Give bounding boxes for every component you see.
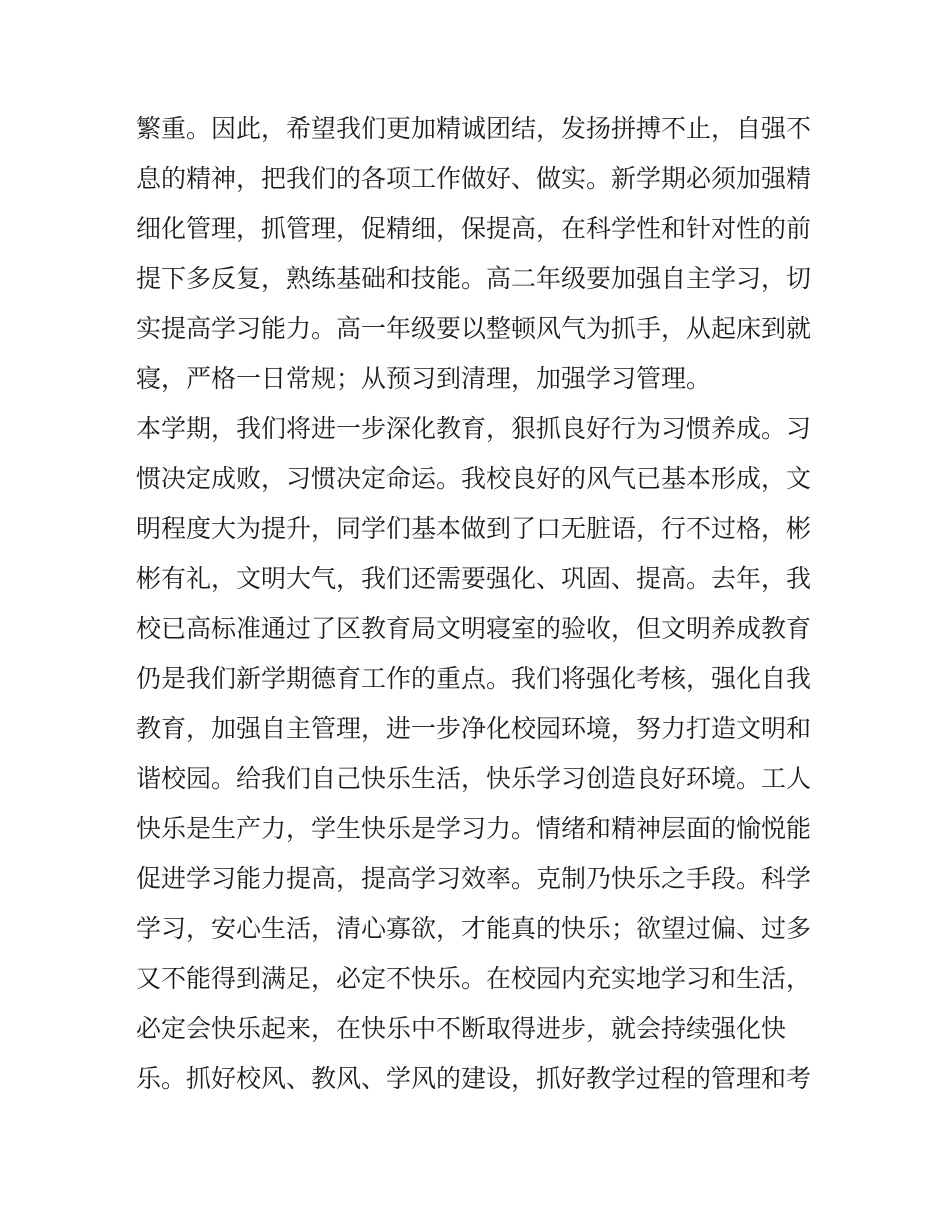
text-line: 实提高学习能力。高一年级要以整顿风气为抓手，从起床到就 [136, 316, 812, 343]
text-line: 提下多反复，熟练基础和技能。高二年级要加强自主学习，切 [136, 266, 812, 293]
document-text-block [136, 105, 830, 1105]
text-line: 繁重。因此，希望我们更加精诚团结，发扬拼搏不止，自强不 [136, 116, 812, 143]
text-line: 息的精神，把我们的各项工作做好、做实。新学期必须加强精 [136, 166, 812, 193]
text-line: 本学期，我们将进一步深化教育，狠抓良好行为习惯养成。习 [136, 416, 812, 443]
text-line: 细化管理，抓管理，促精细，保提高，在科学性和针对性的前 [136, 216, 812, 243]
text-line: 寝，严格一日常规；从预习到清理，加强学习管理。 [136, 366, 712, 393]
text-line: 明程度大为提升，同学们基本做到了口无脏语，行不过格，彬 [136, 516, 812, 543]
text-line: 乐。抓好校风、教风、学风的建设，抓好教学过程的管理和考 [136, 1066, 812, 1093]
text-line: 校已高标准通过了区教育局文明寝室的验收，但文明养成教育 [136, 616, 812, 643]
text-line: 又不能得到满足，必定不快乐。在校园内充实地学习和生活， [136, 966, 812, 993]
text-line: 惯决定成败，习惯决定命运。我校良好的风气已基本形成，文 [136, 466, 812, 493]
text-line: 学习，安心生活，清心寡欲，才能真的快乐；欲望过偏、过多 [136, 916, 812, 943]
text-line: 必定会快乐起来，在快乐中不断取得进步，就会持续强化快 [136, 1016, 787, 1043]
text-line: 仍是我们新学期德育工作的重点。我们将强化考核，强化自我 [136, 666, 812, 693]
text-line: 教育，加强自主管理，进一步净化校园环境，努力打造文明和 [136, 716, 812, 743]
paragraph-1 [136, 105, 830, 405]
text-line: 彬有礼，文明大气，我们还需要强化、巩固、提高。去年，我 [136, 566, 812, 593]
text-line: 快乐是生产力，学生快乐是学习力。情绪和精神层面的愉悦能 [136, 816, 812, 843]
text-line: 谐校园。给我们自己快乐生活，快乐学习创造良好环境。工人 [136, 766, 812, 793]
text-line: 促进学习能力提高，提高学习效率。克制乃快乐之手段。科学 [136, 866, 812, 893]
paragraph-2 [136, 405, 830, 1105]
